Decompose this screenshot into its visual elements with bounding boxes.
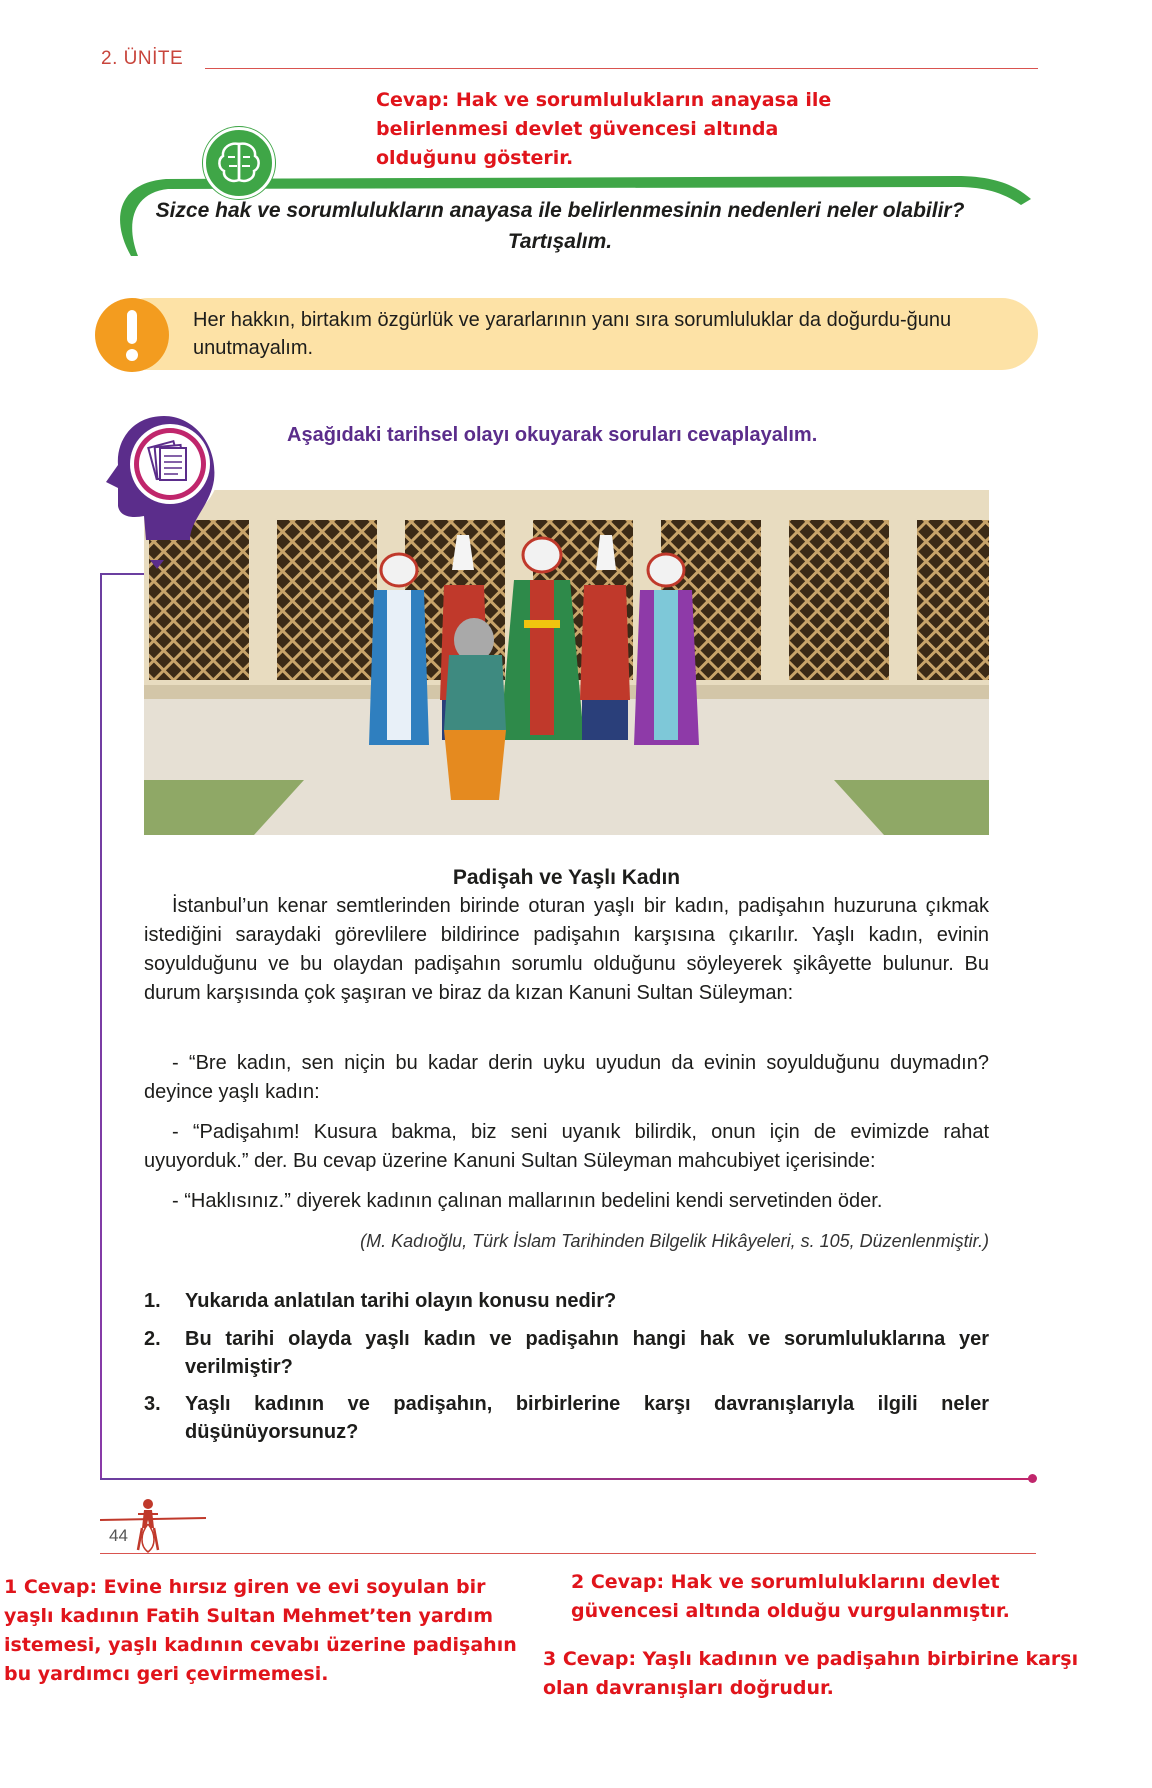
question-text: Yukarıda anlatılan tarihi olayın konusu nedir? <box>185 1290 617 1312</box>
warning-text: Her hakkın, birtakım özgürlük ve yararlarının yanı sıra sorumluluklar da doğurdu-ğunu unutmayalım. <box>193 309 952 359</box>
answer-3: 3 Cevap: Yaşlı kadının ve padişahın birbirine karşı olan davranışları doğrudur. <box>543 1648 1079 1699</box>
story-paragraph: - “Bre kadın, sen niçin bu kadar derin uyku uyudun da evinin soyulduğunu duymadın? deyince yaşlı kadın: <box>144 1052 989 1103</box>
exclamation-icon <box>95 298 169 372</box>
question-text: Bu tarihi olayda yaşlı kadın ve padişahın hangi hak ve sorumluluklarına yer verilmiştir? <box>185 1328 989 1378</box>
question-number: 1. <box>144 1290 161 1312</box>
answer-2: 2 Cevap: Hak ve sorumluluklarını devlet güvencesi altında olduğu vurgulanmıştır. <box>571 1571 1010 1622</box>
question-number: 2. <box>144 1328 161 1350</box>
reading-bracket-bottom <box>100 1478 1032 1480</box>
discussion-question-line-1: Sizce hak ve sorumlulukların anayasa ile belirlenmesinin nedenleri neler olabilir? <box>155 199 965 222</box>
question-number: 3. <box>144 1393 161 1415</box>
question-text: Yaşlı kadının ve padişahın, birbirlerine karşı davranışlarıyla ilgili neler düşünüyorsunuz? <box>185 1393 989 1443</box>
story-citation: (M. Kadıoğlu, Türk İslam Tarihinden Bilgelik Hikâyeleri, s. 105, Düzenlenmiştir.) <box>360 1231 989 1251</box>
pointer-triangle-icon <box>150 560 164 569</box>
answer-top: Cevap: Hak ve sorumlulukların anayasa ile belirlenmesi devlet güvencesi altında olduğunu gösterir. <box>376 89 832 169</box>
header-divider <box>205 68 1038 69</box>
story-paragraph: - “Padişahım! Kusura bakma, biz seni uyanık bilirdik, onun için de evimizde rahat uyuyorduk.” der. Bu cevap üzerine Kanuni Sultan Süleyman mahcubiyet içerisinde: <box>144 1121 989 1172</box>
answer-1: 1 Cevap: Evine hırsız giren ve evi soyulan bir yaşlı kadının Fatih Sultan Mehmet’ten yardım istemesi, yaşlı kadının cevabı üzerine padişahın bu yardımcı geri çevirmemesi. <box>4 1576 517 1685</box>
reading-bracket-top <box>100 573 144 575</box>
reading-intro: Aşağıdaki tarihsel olayı okuyarak soruları cevaplayalım. <box>287 424 818 446</box>
reading-head-icon <box>98 410 222 558</box>
unit-label: 2. ÜNİTE <box>101 48 184 69</box>
reading-bracket-left <box>100 573 102 1480</box>
discussion-question-line-2: Tartışalım. <box>507 230 613 253</box>
story-title: Padişah ve Yaşlı Kadın <box>452 866 681 889</box>
brain-icon <box>203 127 275 199</box>
question-item <box>144 1325 989 1381</box>
discussion-question <box>110 195 1010 257</box>
reading-bracket-dot <box>1028 1474 1037 1483</box>
palace-scene-illustration <box>144 490 989 835</box>
page-number: 44 <box>109 1526 128 1545</box>
story-paragraph: İstanbul’un kenar semtlerinden birinde oturan yaşlı bir kadın, padişahın huzuruna çıkmak istediğini saraydaki görevlilere bildirince padişahın karşısına çıkarılır. Yaşlı kadın, evinin soyulduğunu ve bu olaydan padişahın sorumlu olduğunu söyleyerek şikâyette bulunur. Bu durum karşısında çok şaşıran ve biraz da kızan Kanuni Sultan Süleyman: <box>144 895 989 1004</box>
footer-divider <box>100 1553 1036 1554</box>
question-item <box>144 1390 989 1446</box>
story-paragraph: - “Haklısınız.” diyerek kadının çalınan mallarının bedelini kendi servetinden öder. <box>172 1190 883 1212</box>
question-item <box>144 1287 989 1315</box>
